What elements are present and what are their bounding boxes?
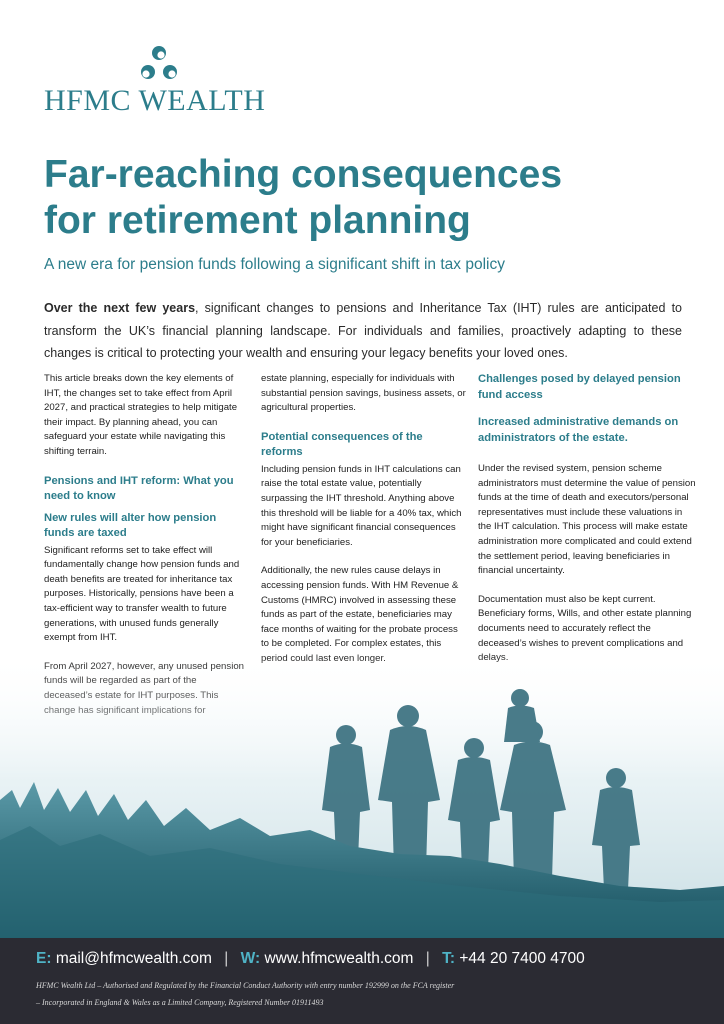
email-link[interactable]: mail@hfmcwealth.com <box>55 950 212 967</box>
intro-lead: Over the next few years <box>44 301 196 315</box>
column-2 <box>261 372 466 681</box>
col1-heading-new-rules: New rules will alter how pension funds are taxed <box>44 511 217 540</box>
phone-label: T: <box>442 950 456 967</box>
col2-paragraph-1: estate planning, especially for individuals with substantial pension savings, business assets, or agricultural properties. <box>261 373 466 414</box>
col2-paragraph-3: Additionally, the new rules cause delays in accessing pension funds. With HM Revenue & Customs (HMRC) involved in assessing these funds as part of the estate, beneficiaries may face months of waiting for the probate process to be completed. For complex estates, this <box>261 565 459 650</box>
col1-heading-pensions-iht: Pensions and IHT reform: What you need to know <box>44 474 234 503</box>
page-title <box>44 152 684 244</box>
title-line-1: Far-reaching consequences <box>44 153 563 196</box>
company-logo <box>44 44 284 119</box>
intro-text: , significant changes to pensions and Inheritance Tax (IHT) rules are anticipated to transform the UK’s financial planning landscape. For individuals and families, proactively adapting to these changes is critical to protecting your wealth and ensuring your legacy benefits your loved ones. <box>44 301 682 360</box>
col3-paragraph-1: Under the revised system, pension scheme administrators must determine the value of pension funds at the time of death and executors/personal representatives must include these valuations in the IHT calculation. This process will make estate administration more complicated and could extend the settlement period, leaving beneficiaries in financial uncertainty. <box>478 463 696 577</box>
col1-paragraph-2: Significant reforms set to take effect will fundamentally change how pension funds and death benefits are treated for inheritance tax purposes. Historically, pensions have been a tax-efficient way to transfer wealth to future generations, with unused funds generally exempt from IHT. <box>44 544 240 644</box>
logo-swirl-icon <box>137 44 181 84</box>
col3-paragraph-2: Documentation must also be kept current. Beneficiary forms, Wills, and other estate planning documents need to accurately reflect the deceased’s wishes to prevent complications and <box>478 593 692 649</box>
page-subtitle: A new era for pension funds following a significant shift in tax policy <box>44 256 505 273</box>
col3-heading-challenges: Challenges posed by delayed pension fund access <box>478 373 681 401</box>
website-link[interactable]: www.hfmcwealth.com <box>264 950 414 967</box>
family-walking-photo <box>0 650 724 938</box>
col3-heading-admin-demands: Increased administrative demands on administrators of the estate. <box>478 416 679 444</box>
separator: | <box>224 950 229 967</box>
web-label: W: <box>240 950 261 967</box>
logo-text: HFMC WEALTH <box>44 84 266 117</box>
col2-paragraph-2: Including pension funds in IHT calculations can raise the total estate value, potentially surpassing the IHT threshold. Anything above this threshold will be liable for a 40% tax, which might have significant financial consequences for your beneficiaries. <box>261 463 462 548</box>
intro-paragraph <box>44 297 682 365</box>
col2-heading-consequences: Potential consequences of the reforms <box>261 430 423 459</box>
legal-text-line-1: HFMC Wealth Ltd – Authorised and Regulated by the Financial Conduct Authority with entry number 192999 on the FCA register <box>36 981 455 990</box>
legal-text-line-2: – Incorporated in England & Wales as a Limited Company, Registered Number 01911493 <box>36 998 324 1007</box>
separator: | <box>425 950 430 967</box>
footer-bar <box>0 938 724 1024</box>
contact-line <box>36 950 585 968</box>
title-line-2: for retirement planning <box>44 199 471 242</box>
phone-number[interactable]: +44 20 7400 4700 <box>459 950 585 967</box>
column-3 <box>478 372 698 680</box>
col1-paragraph-1: This article breaks down the key elements of IHT, the changes set to take effect from April 2027, and practical strategies to help mitigate their impact. By planning ahead, you can safeguard your estate while navigating this shifting terrain. <box>44 373 238 457</box>
email-label: E: <box>36 950 52 967</box>
